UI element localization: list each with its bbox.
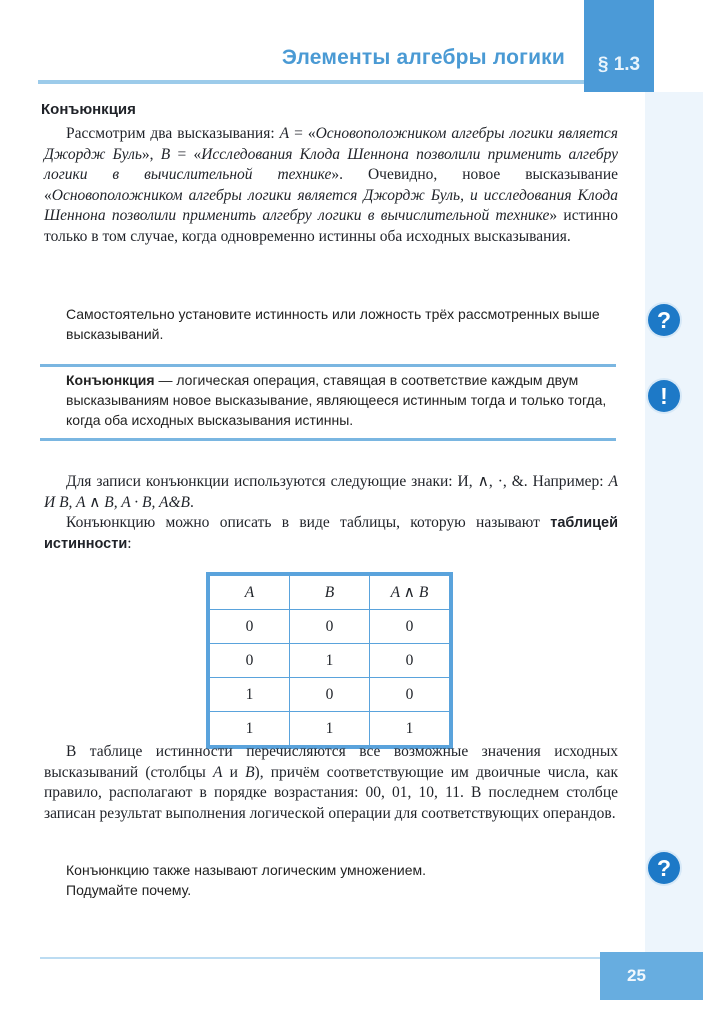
table-cell: 0 bbox=[290, 678, 370, 712]
explanation-text: и bbox=[222, 763, 246, 781]
intro-text: », bbox=[141, 145, 161, 163]
table-cell: 1 bbox=[290, 644, 370, 678]
intro-text: ». Очевидно, новое высказывание « bbox=[44, 166, 619, 204]
header-rule bbox=[38, 80, 584, 84]
table-row bbox=[208, 644, 451, 678]
intro-paragraph bbox=[44, 124, 618, 247]
footer-rule bbox=[40, 957, 600, 959]
explanation-text: ), причём соответствующие им двоичные числа, как правило, располагают в порядке возрастания: 00, 01, 10, 11. В последнем столбце записан результат выполнения логической операции для соответствующих операндов. bbox=[44, 763, 619, 822]
page-number-tab bbox=[600, 952, 703, 1000]
table-intro-term: таблицей истинности bbox=[44, 515, 618, 552]
section-tab bbox=[584, 0, 654, 92]
section-number: § 1.3 bbox=[597, 54, 641, 75]
intro-text: Рассмотрим два высказывания: bbox=[66, 125, 280, 142]
table-header-row bbox=[208, 574, 451, 610]
statement-b: Исследования Клода Шеннона позволили применить алгебру логики в вычислительной технике bbox=[44, 145, 618, 183]
table-cell: 0 bbox=[370, 678, 452, 712]
table-header-cell: A bbox=[208, 574, 290, 610]
notation-text: . bbox=[189, 493, 194, 511]
table-row bbox=[208, 610, 451, 644]
var-b: B bbox=[245, 763, 255, 781]
page-number: 25 bbox=[627, 966, 646, 985]
table-row bbox=[208, 678, 451, 712]
table-header-cell: B bbox=[290, 574, 370, 610]
exclamation-icon: ! bbox=[648, 380, 680, 412]
intro-text: = « bbox=[289, 125, 316, 142]
table-cell: 0 bbox=[370, 610, 452, 644]
definition-bottom-rule bbox=[40, 438, 616, 441]
question-icon-2: ? bbox=[648, 852, 680, 884]
question-icon: ? bbox=[648, 304, 680, 336]
notation-example: A И B, A ∧ B, A · B, A&B bbox=[44, 473, 618, 511]
notation-paragraph bbox=[44, 472, 618, 513]
notation-text: Для записи конъюнкции используются следующие знаки: И, ∧, ·, &. Например: bbox=[66, 473, 609, 490]
table-header-cell: A ∧ B bbox=[370, 574, 452, 610]
definition-term: Конъюнкция bbox=[66, 372, 155, 388]
definition-top-rule bbox=[40, 364, 616, 367]
table-cell: 0 bbox=[208, 644, 290, 678]
statement-a: Основоположником алгебры логики является Джордж Буль bbox=[44, 125, 618, 163]
table-intro-paragraph bbox=[44, 513, 618, 554]
table-cell: 0 bbox=[290, 610, 370, 644]
statement-combined: Основоположником алгебры логики является Джордж Буль, и исследования Клода Шеннона позволили применить алгебру логики в вычислительной технике bbox=[44, 186, 618, 224]
side-margin-strip bbox=[645, 92, 703, 952]
table-intro-text: Конъюнкцию можно описать в виде таблицы, которую называют bbox=[66, 514, 551, 531]
chapter-title: Элементы алгебры логики bbox=[281, 46, 565, 69]
truth-table bbox=[206, 572, 453, 749]
table-intro-text: : bbox=[127, 534, 132, 552]
table-cell: 0 bbox=[370, 644, 452, 678]
table-cell: 1 bbox=[208, 678, 290, 712]
var-b: B bbox=[160, 145, 171, 163]
table-cell: 0 bbox=[208, 610, 290, 644]
table-cell: 1 bbox=[208, 712, 290, 748]
question-text-2 bbox=[66, 860, 618, 900]
definition-text: — логическая операция, ставящая в соответствие каждым двум высказываниям новое высказывание, являющееся истинным тогда и только тогда, когда оба исходных высказывания истинны. bbox=[66, 372, 607, 428]
intro-text: = « bbox=[170, 145, 202, 163]
question-2-line-1: Конъюнкцию также называют логическим умножением. bbox=[66, 862, 427, 878]
var-a: A bbox=[279, 125, 290, 142]
table-cell: 1 bbox=[370, 712, 452, 748]
intro-text: » истинно только в том случае, когда одновременно истинны оба исходных высказывания. bbox=[44, 207, 618, 245]
var-a: A bbox=[213, 763, 223, 781]
explanation-paragraph bbox=[44, 742, 618, 824]
explanation-text: В таблице истинности перечисляются все возможные значения исходных высказываний (столбцы bbox=[44, 743, 618, 781]
question-2-line-2: Подумайте почему. bbox=[66, 882, 192, 898]
table-cell: 1 bbox=[290, 712, 370, 748]
question-text-1: Самостоятельно установите истинность или ложность трёх рассмотренных выше высказываний. bbox=[66, 306, 600, 342]
section-heading: Конъюнкция bbox=[41, 101, 136, 118]
definition-box bbox=[66, 370, 618, 430]
